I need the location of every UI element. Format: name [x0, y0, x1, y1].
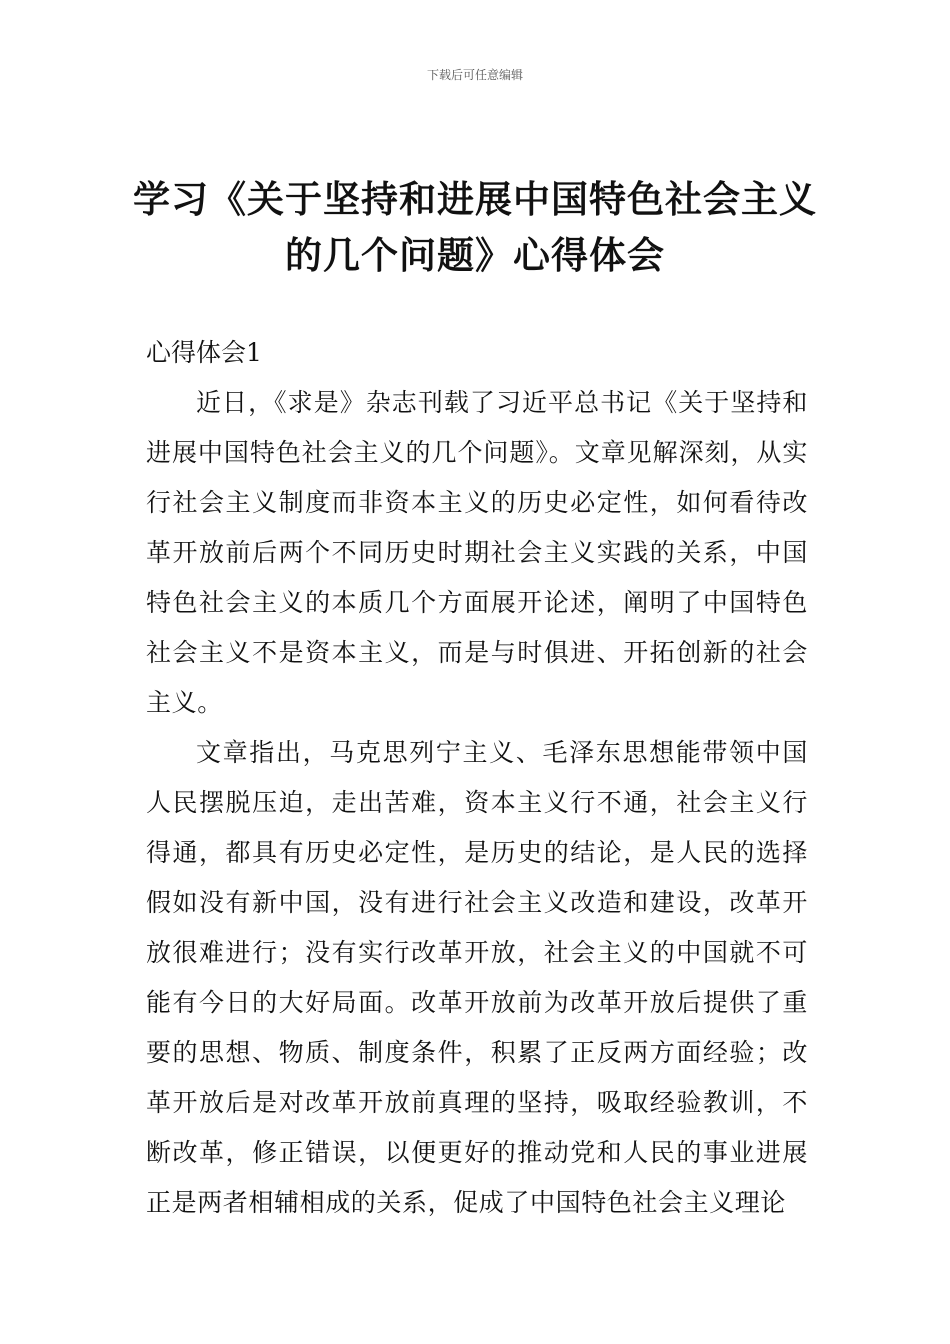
paragraph-1: 近日，《求是》杂志刊载了习近平总书记《关于坚持和进展中国特色社会主义的几个问题》。文章见解深刻，从实行社会主义制度而非资本主义的历史必定性，如何看待改革开放前后两个不同历史时期社会主义实践的关系，中国特色社会主义的本质几个方面展开论述，阐明了中国特色社会主义不是资本主义，而是与时俱进、开拓创新的社会主义。: [146, 388, 808, 717]
document-title: [120, 172, 830, 284]
document-title-line-2: 的几个问题》心得体会: [285, 234, 665, 277]
paragraph-2: 文章指出，马克思列宁主义、毛泽东思想能带领中国人民摆脱压迫，走出苦难，资本主义行不通，社会主义行得通，都具有历史必定性，是历史的结论，是人民的选择假如没有新中国，没有进行社会主义改造和建设，改革开放很难进行；没有实行改革开放，社会主义的中国就不可能有今日的大好局面。改革开放前为改革开放后提供了重要的思想、物质、制度条件，积累了正反两方面经验；改革开放后是对改革开放前真理的坚持，吸取经验教训，不断改革，修正错误，以便更好的推动党和人民的事业进展正是两者相辅相成的关系，促成了中国特色社会主义理论: [146, 738, 808, 1217]
document-title-line-1: 学习《关于坚持和进展中国特色社会主义: [133, 178, 817, 221]
document-body: [146, 328, 808, 1228]
page-header-note: 下载后可任意编辑: [426, 68, 523, 82]
section-heading: 心得体会1: [146, 338, 262, 367]
